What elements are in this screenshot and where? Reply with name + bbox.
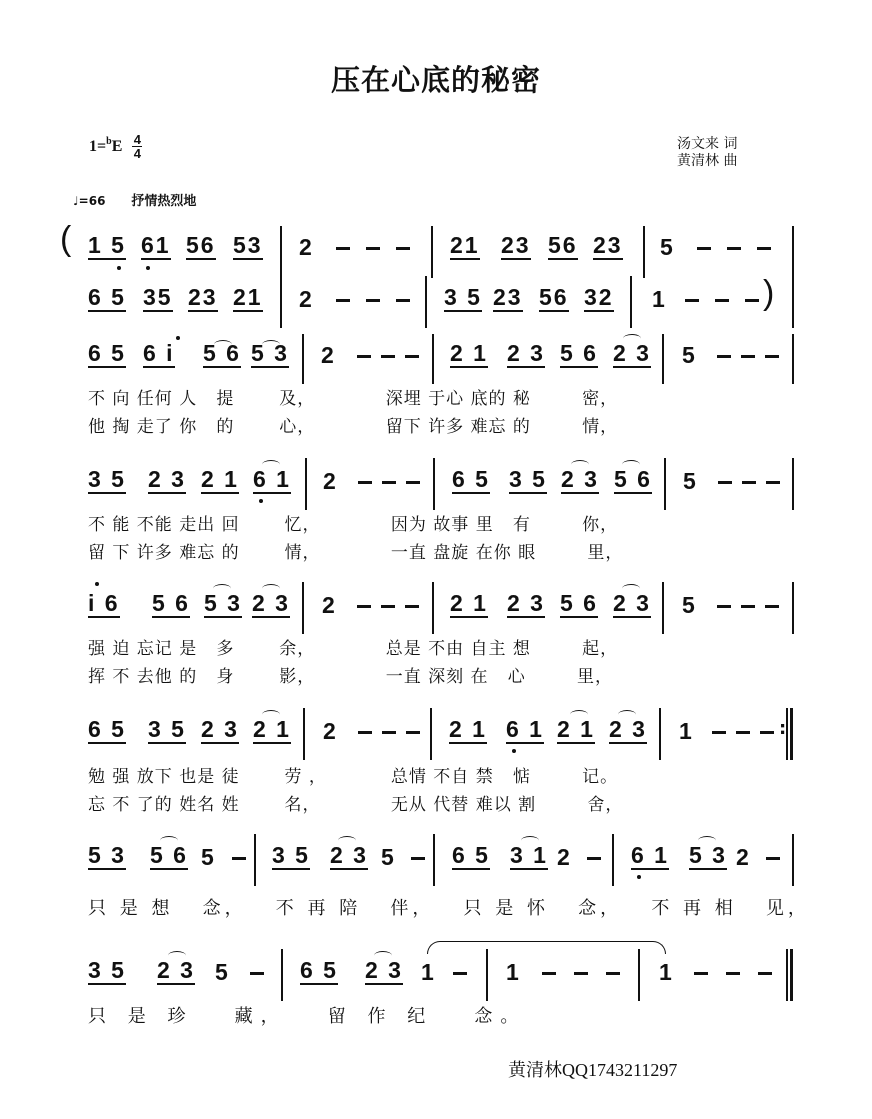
barline (792, 834, 794, 886)
barline (792, 276, 794, 328)
dash (760, 731, 774, 734)
barline (638, 949, 640, 1001)
lyric-verse-2: 留 下 许多 难忘 的 情， 一直 盘旋 在你 眼 里， (88, 543, 624, 563)
dash (745, 299, 759, 302)
note-group: 2 1 (201, 466, 239, 492)
barline (430, 708, 432, 760)
note-group: 3 5 (509, 466, 547, 492)
note: 2 (322, 592, 337, 618)
dash (587, 857, 601, 860)
note-group: 23 (501, 232, 531, 258)
note: 2 (323, 468, 338, 494)
note-group: 2 3 (330, 842, 368, 868)
note-group: 6 i (143, 340, 175, 366)
dash (366, 247, 380, 250)
dash (717, 605, 731, 608)
note-group: 56 (186, 232, 216, 258)
dash (715, 299, 729, 302)
note-group: 6 1 (253, 466, 291, 492)
note-group: 3 5 (88, 466, 126, 492)
note-group: 2 1 (450, 590, 488, 616)
dash (396, 299, 410, 302)
dash (718, 481, 732, 484)
song-title: 压在心底的秘密 (330, 63, 541, 97)
expression-marking: 抒情热烈地 (131, 194, 197, 209)
dash (736, 731, 750, 734)
note-group: 56 (548, 232, 578, 258)
lyric-verse-1: 强 迫 忘记 是 多 余， 总是 不由 自主 想 起， (88, 639, 619, 659)
key-note: E (111, 137, 123, 155)
barline (432, 582, 434, 634)
note-group: 5 6 (560, 340, 598, 366)
dash (405, 355, 419, 358)
note-group: 3 5 (444, 284, 482, 310)
dash (336, 299, 350, 302)
note-group: 6 5 (452, 466, 490, 492)
composer: 黄清林 曲 (677, 153, 738, 169)
note-group: 2 3 (507, 340, 545, 366)
lyric-verse-1: 只 是 想 念， 不 再 陪 伴， 只 是 怀 念， 不 再 相 见， (88, 898, 810, 919)
dash (381, 605, 395, 608)
note: 1 (679, 718, 694, 744)
note-group: 3 5 (148, 716, 186, 742)
barline (659, 708, 661, 760)
note-group: 2 3 (561, 466, 599, 492)
barline (792, 458, 794, 510)
lyric-verse-1: 勉 强 放下 也是 徒 劳 ， 总情 不自 禁 惦 记。 (88, 767, 619, 787)
note-group: 5 6 (203, 340, 241, 366)
note-group: 56 (539, 284, 569, 310)
flat-sign: b (106, 136, 112, 147)
dash (766, 857, 780, 860)
note: 2 (321, 342, 336, 368)
time-bottom: 4 (133, 146, 141, 161)
note-group: 2 3 (252, 590, 290, 616)
barline (792, 226, 794, 278)
repeat-sign-dots: : (779, 718, 787, 739)
dash (685, 299, 699, 302)
low-octave-dot (146, 266, 150, 270)
note-group: 6 1 (506, 716, 544, 742)
key-prefix: 1= (89, 137, 107, 155)
note-group: 1 5 (88, 232, 126, 258)
dash (766, 481, 780, 484)
low-octave-dot (259, 499, 263, 503)
dash (712, 731, 726, 734)
note-group: 2 1 (450, 340, 488, 366)
note-group: 23 (188, 284, 218, 310)
dash (727, 247, 741, 250)
key-signature (89, 133, 142, 160)
note-group: 2 3 (365, 957, 403, 983)
note-group: 2 3 (613, 340, 651, 366)
lyric-verse-2: 挥 不 去他 的 身 影， 一直 深刻 在 心 里， (88, 667, 613, 687)
dash (250, 972, 264, 975)
note: 5 (215, 959, 230, 985)
note-group: 3 5 (88, 957, 126, 983)
note-group: 6 5 (452, 842, 490, 868)
note-group: 32 (584, 284, 614, 310)
note-group: 35 (143, 284, 173, 310)
note: 5 (682, 342, 697, 368)
note-group: 5 3 (251, 340, 289, 366)
low-octave-dot (117, 266, 121, 270)
note-group: 2 1 (557, 716, 595, 742)
note: 2 (323, 718, 338, 744)
dash (765, 605, 779, 608)
dash (396, 247, 410, 250)
note-group: 6 5 (88, 284, 126, 310)
dash (366, 299, 380, 302)
note-group: i 6 (88, 590, 120, 616)
dash (726, 972, 740, 975)
barline (664, 458, 666, 510)
time-signature (132, 133, 142, 160)
time-top: 4 (133, 132, 141, 147)
lyric-verse-1: 只 是 珍 藏， 留 作 纪 念。 (88, 1006, 527, 1027)
note-group: 2 3 (148, 466, 186, 492)
note-group: 6 5 (88, 716, 126, 742)
dash (406, 481, 420, 484)
dash (742, 481, 756, 484)
note-group: 23 (593, 232, 623, 258)
tempo-marking (73, 190, 196, 209)
note: 5 (682, 592, 697, 618)
note: 5 (683, 468, 698, 494)
note: 1 (506, 959, 521, 985)
close-parenthesis: ) (763, 274, 775, 312)
note-group: 6 5 (300, 957, 338, 983)
note: 5 (381, 844, 396, 870)
note-group: 6 1 (631, 842, 669, 868)
dash (574, 972, 588, 975)
barline (432, 334, 434, 384)
note-group: 2 3 (609, 716, 647, 742)
lyric-verse-2: 他 掏 走了 你 的 心， 留下 许多 难忘 的 情， (88, 417, 619, 437)
barline (425, 276, 427, 328)
dash (406, 731, 420, 734)
dash (382, 481, 396, 484)
barline (305, 458, 307, 510)
note: 2 (299, 234, 314, 260)
dash (765, 355, 779, 358)
note-group: 5 6 (150, 842, 188, 868)
dash (741, 605, 755, 608)
dash (542, 972, 556, 975)
note-group: 5 6 (152, 590, 190, 616)
lyric-verse-1: 不 能 不能 走出 回 忆， 因为 故事 里 有 你， (88, 515, 619, 535)
dash (381, 355, 395, 358)
dash (405, 605, 419, 608)
repeat-end-barline (786, 708, 793, 760)
dash (758, 972, 772, 975)
dash (694, 972, 708, 975)
low-octave-dot (512, 749, 516, 753)
dash (411, 857, 425, 860)
note: 5 (660, 234, 675, 260)
note-group: 2 1 (449, 716, 487, 742)
barline (662, 334, 664, 384)
dash (232, 857, 246, 860)
note-group: 21 (450, 232, 480, 258)
barline (792, 582, 794, 634)
barline (302, 334, 304, 384)
note-group: 23 (493, 284, 523, 310)
note-group: 2 3 (613, 590, 651, 616)
tie (427, 941, 666, 954)
note-group: 2 3 (507, 590, 545, 616)
dash (357, 605, 371, 608)
barline (630, 276, 632, 328)
note: 2 (299, 286, 314, 312)
note-group: 3 5 (272, 842, 310, 868)
barline (280, 276, 282, 328)
barline (303, 708, 305, 760)
dash (697, 247, 711, 250)
barline (612, 834, 614, 886)
lyric-verse-1: 不 向 任何 人 提 及， 深埋 于心 底的 秘 密， (88, 389, 619, 409)
high-octave-dot (95, 582, 99, 586)
barline (431, 226, 433, 278)
note-group: 5 3 (88, 842, 126, 868)
final-barline (786, 949, 793, 1001)
note-group: 5 3 (204, 590, 242, 616)
barline (433, 834, 435, 886)
note: 1 (659, 959, 674, 985)
note-group: 5 6 (614, 466, 652, 492)
barline (433, 458, 435, 510)
high-octave-dot (176, 336, 180, 340)
dash (358, 481, 372, 484)
note: 2 (557, 844, 572, 870)
dash (741, 355, 755, 358)
arranger-signature: 黄清林QQ1743211297 (508, 1060, 678, 1080)
barline (280, 226, 282, 278)
low-octave-dot (637, 875, 641, 879)
note-group: 53 (233, 232, 263, 258)
credits (677, 136, 737, 170)
dash (358, 731, 372, 734)
note-group: 2 3 (157, 957, 195, 983)
note-group: 2 1 (253, 716, 291, 742)
tempo-value: ♩=66 (73, 194, 106, 208)
dash (717, 355, 731, 358)
dash (382, 731, 396, 734)
note-group: 2 3 (201, 716, 239, 742)
barline (254, 834, 256, 886)
dash (606, 972, 620, 975)
lyric-verse-2: 忘 不 了的 姓名 姓 名， 无从 代替 难以 割 舍， (88, 795, 624, 815)
note-group: 61 (141, 232, 171, 258)
barline (662, 582, 664, 634)
dash (336, 247, 350, 250)
dash (757, 247, 771, 250)
note: 2 (736, 844, 751, 870)
note-group: 21 (233, 284, 263, 310)
dash (453, 972, 467, 975)
note-group: 5 6 (560, 590, 598, 616)
note-group: 5 3 (689, 842, 727, 868)
note-group: 6 5 (88, 340, 126, 366)
dash (357, 355, 371, 358)
barline (486, 949, 488, 1001)
note: 5 (201, 844, 216, 870)
note-group: 3 1 (510, 842, 548, 868)
barline (281, 949, 283, 1001)
barline (792, 334, 794, 384)
open-parenthesis: ( (60, 220, 72, 258)
barline (643, 226, 645, 278)
note: 1 (652, 286, 667, 312)
note: 1 (421, 959, 436, 985)
lyricist: 汤文来 词 (677, 136, 738, 152)
barline (302, 582, 304, 634)
